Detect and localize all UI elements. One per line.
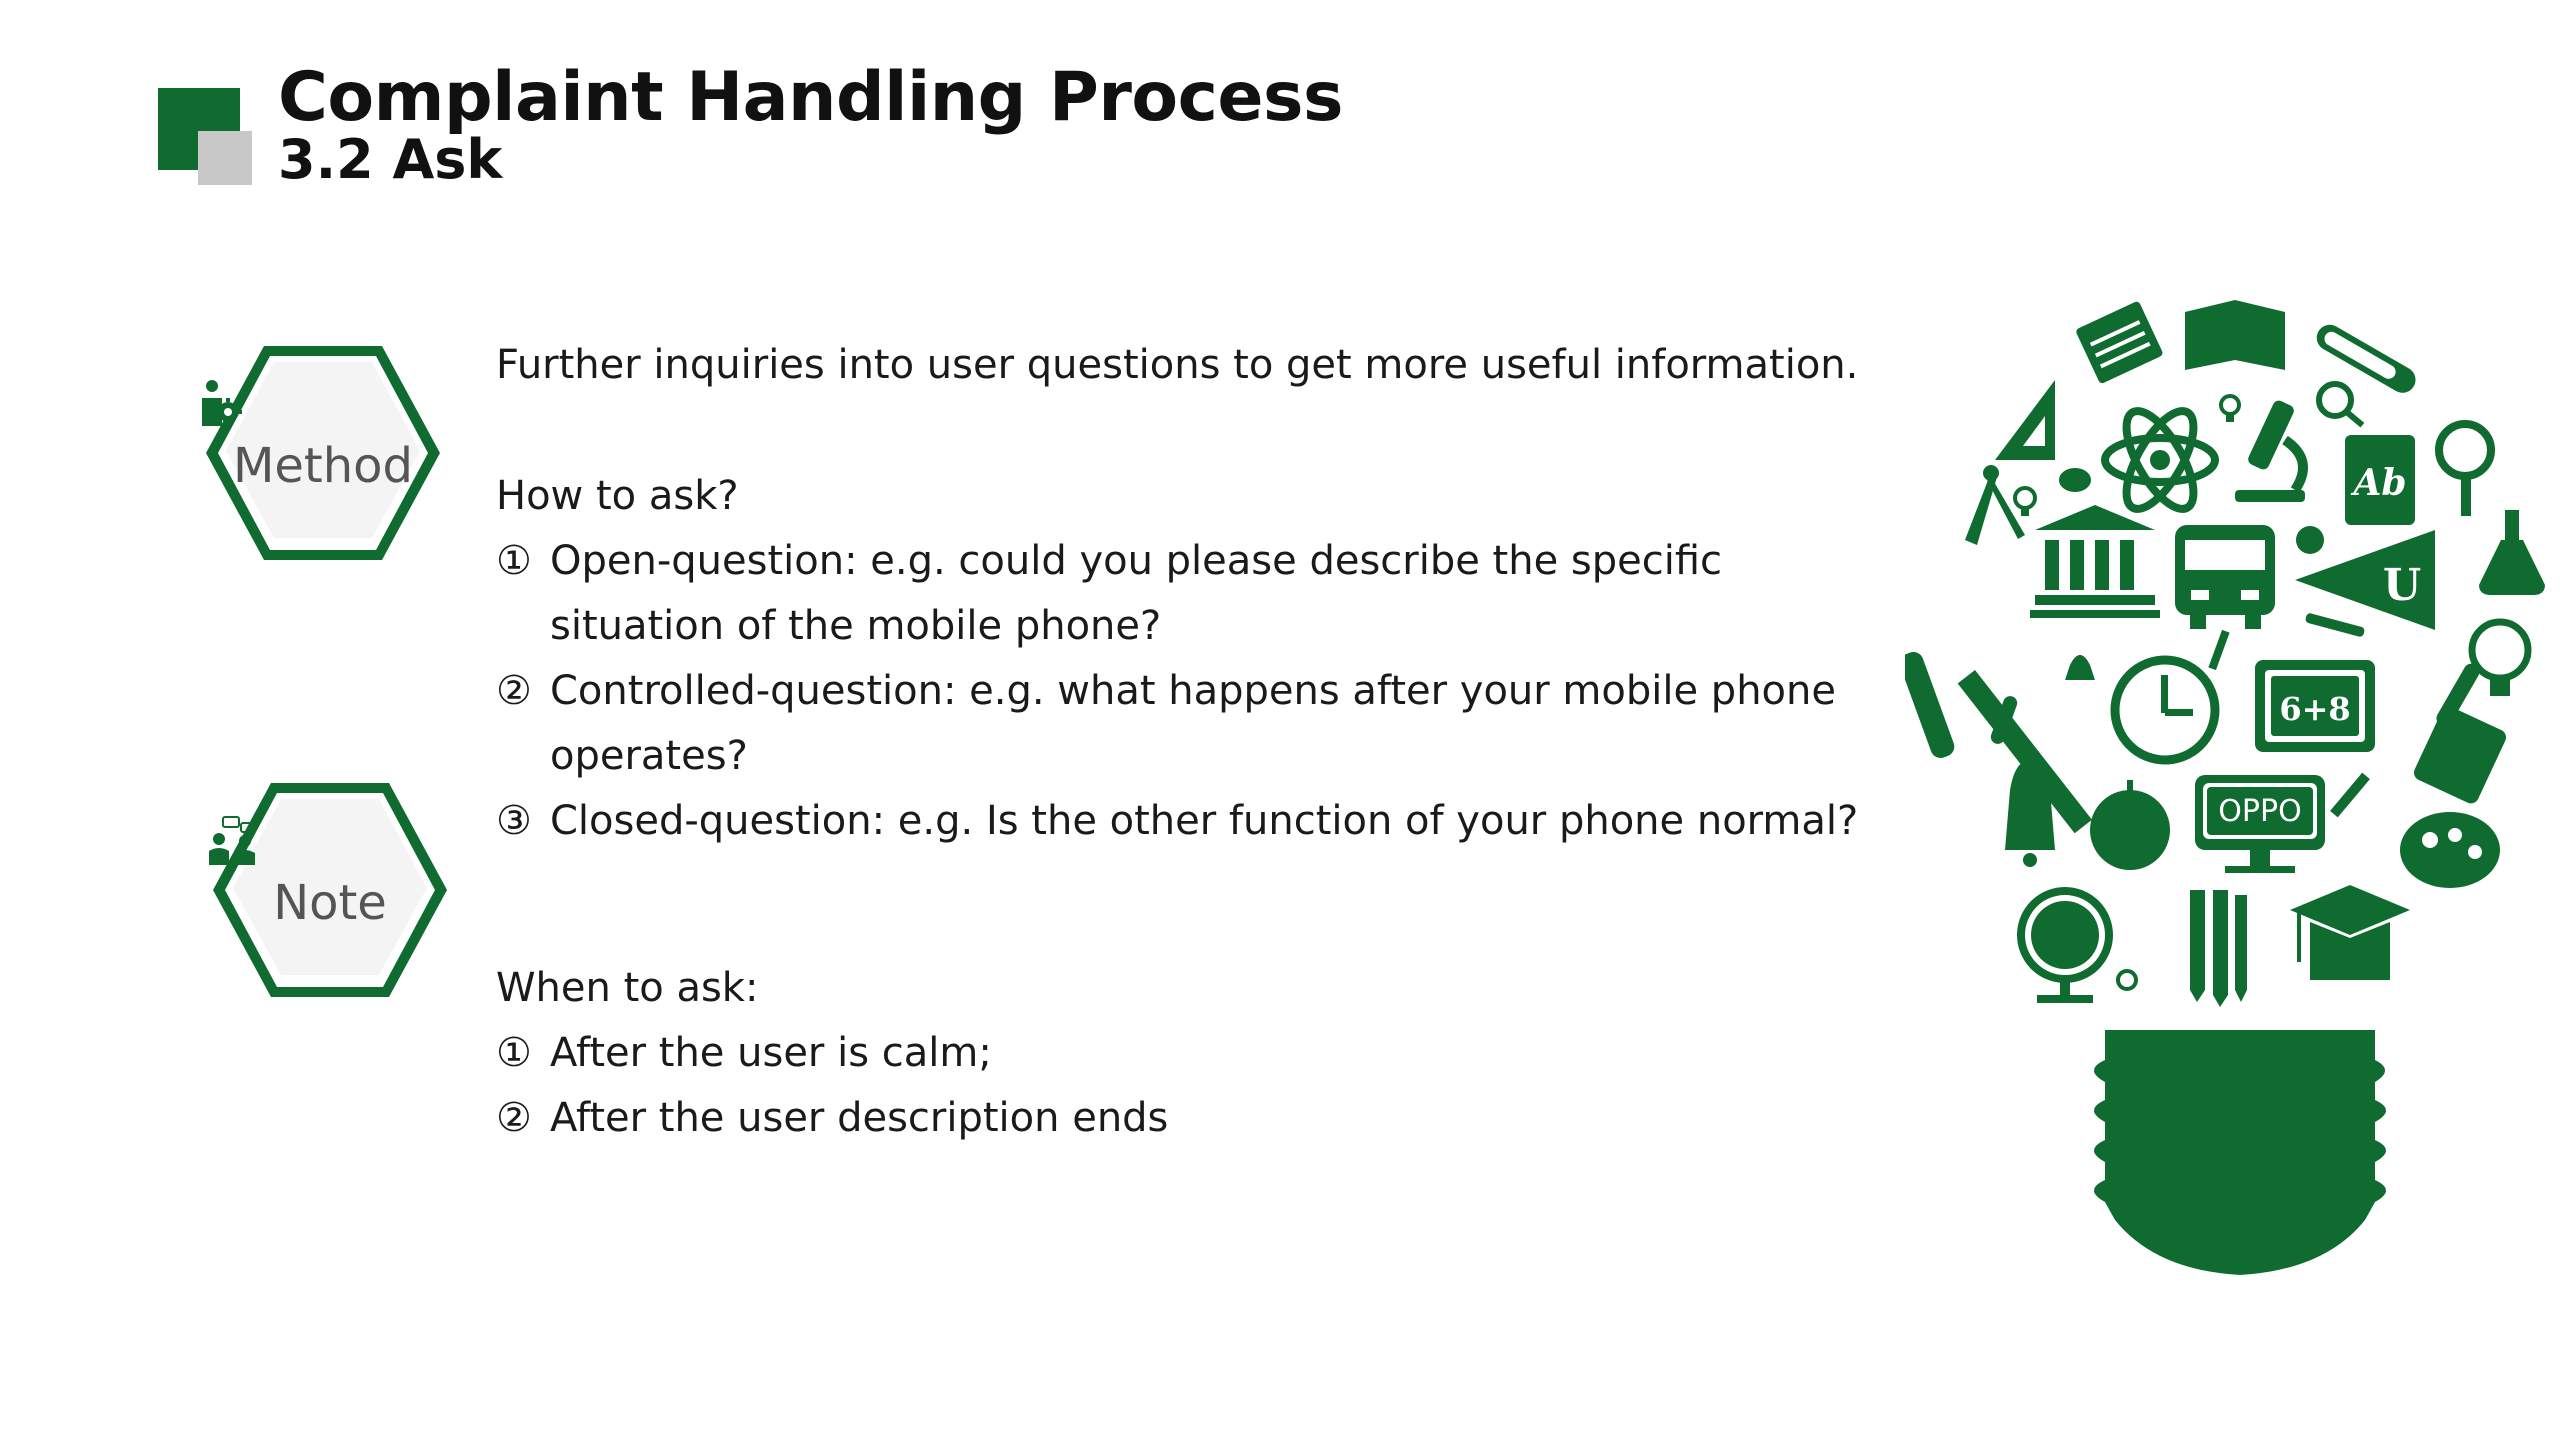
bell-icon: [2065, 655, 2095, 680]
calculator-icon: [2411, 704, 2508, 806]
bulb-base-icon: [2094, 1030, 2386, 1275]
pen-icon: [1905, 649, 1957, 761]
item-number: ①: [496, 1030, 532, 1076]
chalkboard-icon: [2255, 660, 2375, 752]
method-label: Method: [232, 438, 414, 494]
book-label: Ab: [2353, 462, 2407, 504]
pencil-icon: [2208, 630, 2229, 670]
apple-icon: [2296, 526, 2324, 554]
small-bulb-icon: [2472, 622, 2528, 696]
item-number: ②: [496, 1095, 532, 1141]
flask-icon: [2479, 510, 2545, 595]
apple-icon: [2090, 780, 2170, 870]
set-square-icon: [1995, 380, 2055, 460]
intro-text: Further inquiries into user questions to get more useful information.: [496, 342, 1859, 388]
page-subtitle: 3.2 Ask: [278, 128, 503, 191]
note-label: Note: [273, 875, 387, 931]
how-item-2-cont: operates?: [550, 733, 748, 779]
method-badge: [198, 338, 448, 568]
magnifier-icon: [2319, 384, 2364, 427]
palette-icon: [2059, 468, 2091, 492]
book-icon: [2185, 300, 2285, 370]
small-bulb-icon: [2015, 488, 2035, 516]
pencil-icon: [2305, 612, 2366, 637]
item-text: Controlled-question: e.g. what happens after your mobile phone: [550, 668, 1836, 714]
graduation-cap-icon: [2290, 885, 2410, 980]
how-heading: How to ask?: [496, 473, 739, 519]
item-text: After the user is calm;: [550, 1030, 992, 1076]
clock-icon: [2115, 660, 2215, 760]
pencil-icon: [2330, 773, 2370, 818]
magnifier-icon: [2439, 424, 2491, 516]
palette-icon: [2400, 812, 2500, 888]
how-item-2: [496, 659, 1836, 724]
microscope-icon: [2235, 399, 2305, 502]
pennant-label: U: [2382, 560, 2422, 611]
when-item-1: [496, 1021, 992, 1086]
monitor-icon: [2195, 775, 2325, 873]
page-title: Complaint Handling Process: [278, 58, 1343, 137]
item-number: ②: [496, 668, 532, 714]
monitor-label: OPPO: [2218, 794, 2302, 829]
item-number: ③: [496, 798, 532, 844]
how-item-3: [496, 789, 1858, 854]
when-heading: When to ask:: [496, 965, 759, 1011]
how-item-1-cont: situation of the mobile phone?: [550, 603, 1162, 649]
when-item-2: [496, 1086, 1168, 1151]
item-number: ①: [496, 538, 532, 584]
notepad-icon: [2075, 300, 2164, 384]
small-bulb-icon: [2118, 971, 2136, 989]
dictionary-icon: [2345, 435, 2415, 525]
lightbulb-education-illustration: [1905, 290, 2555, 1310]
globe-icon: [2021, 891, 2109, 1003]
item-text: Closed-question: e.g. Is the other function of your phone normal?: [550, 798, 1859, 844]
note-badge: [205, 775, 455, 1005]
logo-square-light: [198, 131, 252, 185]
item-text: Open-question: e.g. could you please describe the specific: [550, 538, 1723, 584]
school-bus-icon: [2175, 525, 2275, 629]
pens-icon: [2190, 890, 2247, 1007]
small-bulb-icon: [2221, 396, 2239, 422]
building-icon: [2030, 505, 2160, 618]
board-label: 6+8: [2279, 690, 2351, 728]
item-text: After the user description ends: [550, 1095, 1169, 1141]
how-item-1: [496, 529, 1722, 594]
